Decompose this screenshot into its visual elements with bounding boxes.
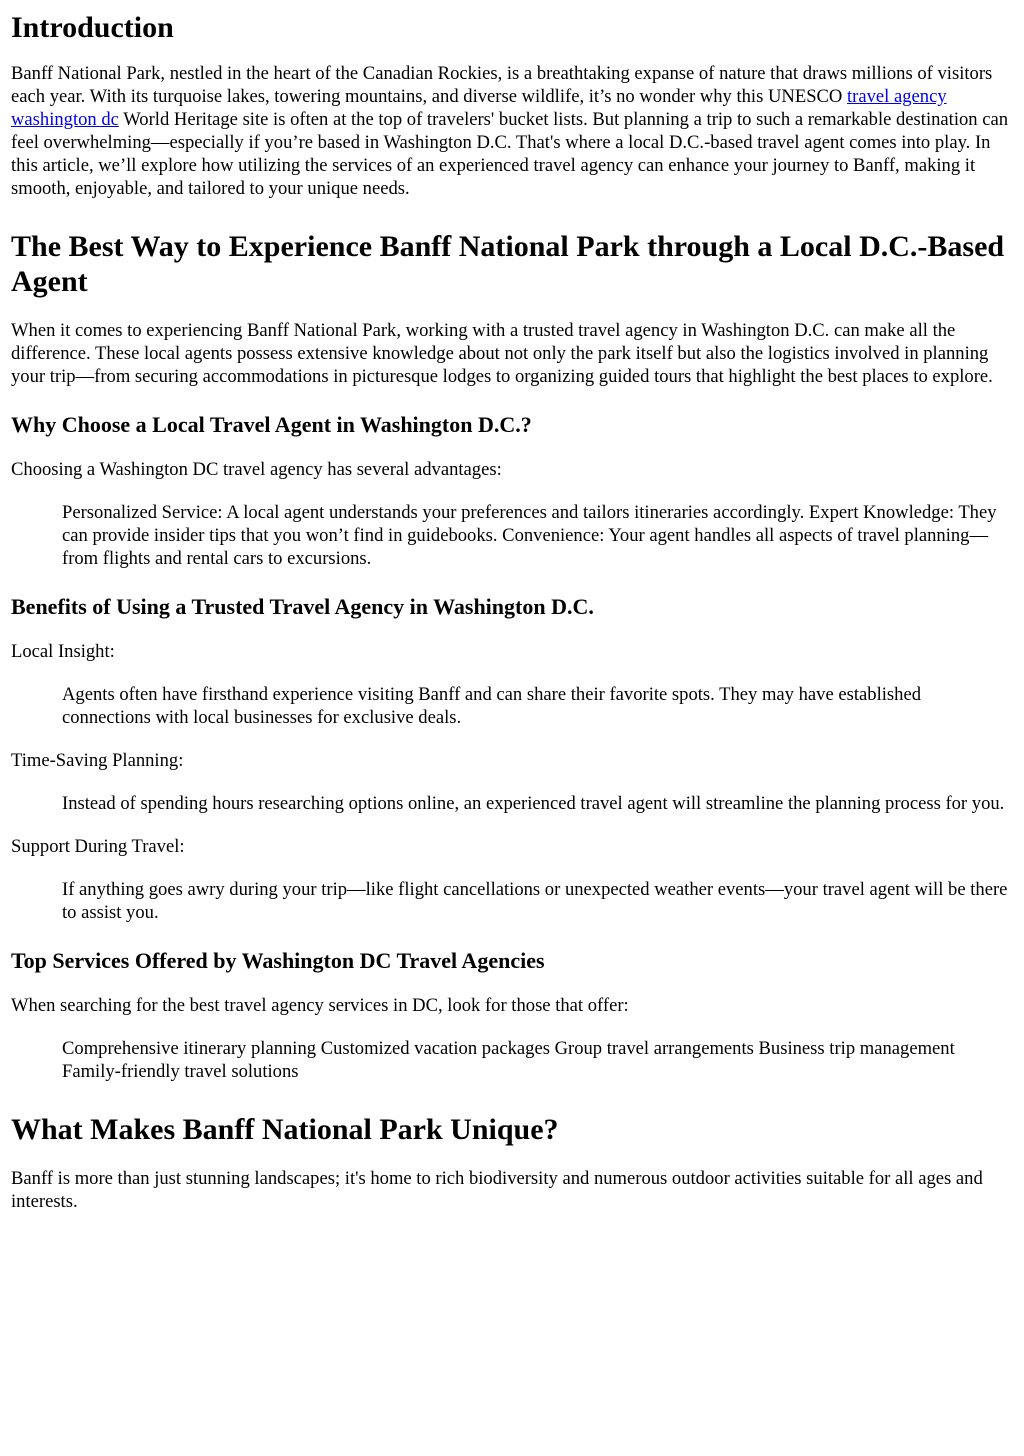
intro-text-before-link: Banff National Park, nestled in the heart of the Canadian Rockies, is a breathtaking expanse of nature that draws millions of visitors each year. With its turquoise lakes, towering mountains, and diverse wildlife, it’s no wonder why this UNESCO [11,63,993,107]
benefit-label-time-saving: Time-Saving Planning: [11,750,184,771]
why-choose-heading: Why Choose a Local Travel Agent in Washington D.C.? [11,412,532,437]
best-way-heading: The Best Way to Experience Banff National Park through a Local D.C.-Based Agent [11,230,1005,298]
top-services-quote: Comprehensive itinerary planning Customized vacation packages Group travel arrangements Business trip management Family-friendly travel solutions [62,1038,955,1082]
benefit-label-support: Support During Travel: [11,836,185,857]
benefit-text-time-saving: Instead of spending hours researching options online, an experienced travel agent will streamline the planning process for you. [62,793,1005,814]
benefit-text-local-insight: Agents often have firsthand experience visiting Banff and can share their favorite spots. They may have established connections with local businesses for exclusive deals. [62,684,921,728]
top-services-intro: When searching for the best travel agency services in DC, look for those that offer: [11,995,629,1016]
benefit-text-support: If anything goes awry during your trip—like flight cancellations or unexpected weather events—your travel agent will be there to assist you. [62,879,1008,923]
intro-text-after-link: World Heritage site is often at the top of travelers' bucket lists. But planning a trip to such a remarkable destination can feel overwhelming—especially if you’re based in Washington D.C. That's where a local D.C.-based travel agent comes into play. In this article, we’ll explore how utilizing the services of an experienced travel agency can enhance your journey to Banff, making it smooth, enjoyable, and tailored to your unique needs. [11,109,1009,199]
introduction-heading: Introduction [11,11,174,44]
best-way-paragraph: When it comes to experiencing Banff National Park, working with a trusted travel agency in Washington D.C. can make all the difference. These local agents possess extensive knowledge about not only the park itself but also the logistics involved in planning your trip—from securing accommodations in picturesque lodges to organizing guided tours that highlight the best places to explore. [11,320,993,387]
why-choose-intro: Choosing a Washington DC travel agency has several advantages: [11,459,502,480]
top-services-heading: Top Services Offered by Washington DC Travel Agencies [11,948,545,973]
unique-heading: What Makes Banff National Park Unique? [11,1113,559,1146]
benefits-heading: Benefits of Using a Trusted Travel Agency in Washington D.C. [11,594,594,619]
travel-agency-link[interactable]: travel agency washington dc [11,86,947,130]
why-choose-quote: Personalized Service: A local agent understands your preferences and tailors itineraries accordingly. Expert Knowledge: They can provide insider tips that you won’t find in guidebooks. Convenience: Your agent handles all aspects of travel planning—from flights and rental cars to excursions. [62,502,997,569]
introduction-paragraph [11,62,1014,200]
article [0,10,1024,1213]
benefit-label-local-insight: Local Insight: [11,641,115,662]
unique-paragraph: Banff is more than just stunning landscapes; it's home to rich biodiversity and numerous outdoor activities suitable for all ages and interests. [11,1168,983,1212]
